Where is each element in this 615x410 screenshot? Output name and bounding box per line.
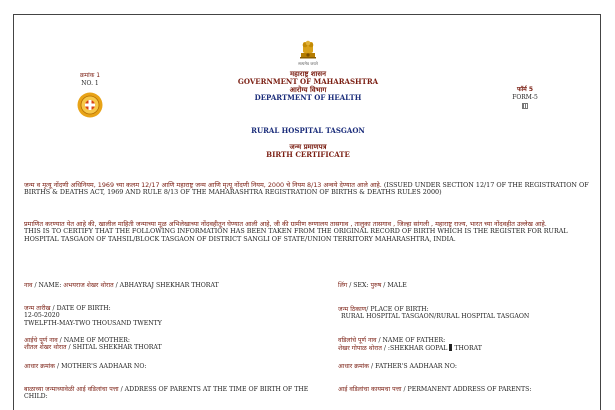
birth-address-field <box>24 386 324 401</box>
name-label: / NAME: <box>34 282 62 289</box>
issued-marathi: जन्म व मृत्यू नोंदणी अधिनियम, 1969 च्या कलम 12/17 आणि महाराष्ट्र जन्म आणि मृत्यू नोंदणी नियम, 2000 चे नियम 8/13 अन्वये देण्यात आले आहे. <box>24 181 382 189</box>
certify-statement <box>24 221 592 243</box>
dob-words: TWELFTH-MAY-TWO THOUSAND TWENTY <box>24 319 162 327</box>
national-emblem-icon <box>295 38 321 62</box>
father-label: / NAME OF FATHER: <box>378 337 446 344</box>
cert-title-marathi: जन्म प्रमाणपत्र <box>289 143 327 151</box>
gov-marathi: महाराष्ट्र शासन <box>289 70 327 78</box>
father-aadhaar-label: / FATHER'S AADHAAR NO: <box>371 363 457 370</box>
pob-label: / PLACE OF BIRTH: <box>366 306 429 313</box>
hospital-name: RURAL HOSPITAL TASGAON <box>251 126 365 135</box>
form-english: FORM-5 <box>512 94 538 101</box>
mother-label: / NAME OF MOTHER: <box>59 337 130 344</box>
address-perm-label-marathi: आई वडिलांचा कायमचा पत्ता <box>338 386 402 393</box>
emblem-caption: सत्यमेव जयते <box>298 61 318 66</box>
dept-english: DEPARTMENT OF HEALTH <box>254 93 362 102</box>
government-header <box>200 70 416 102</box>
mother-label-marathi: आईचे पूर्ण नाव <box>24 337 58 344</box>
qr-code-icon <box>522 103 528 109</box>
cert-title-english: BIRTH CERTIFICATE <box>266 150 350 159</box>
serial-number-marathi: क्रमांक 1 <box>79 72 101 79</box>
issued-english: (ISSUED UNDER SECTION 12/17 OF THE REGISTRATION OF BIRTHS & DEATHS ACT, 1969 AND RULE 8/13 OF THE MAHARASHTRA REGISTRATION OF BIRTHS & DEATHS RULES 2000) <box>24 181 589 197</box>
sex-label-marathi: लिंग <box>338 282 348 289</box>
name-label-marathi: नाव <box>24 282 33 289</box>
health-seal-icon <box>77 92 103 118</box>
address-birth-label: / ADDRESS OF PARENTS AT THE TIME OF BIRTH OF THE CHILD: <box>24 386 309 401</box>
pob-label-marathi: जन्म ठिकाण <box>338 306 367 313</box>
certify-marathi: प्रमाणित करण्यात येत आहे की, खालील माहिती जन्माच्या मूळ अभिलेखाच्या नोंदवहीतून घेण्यात आली आहे, जी की ग्रामीण रुग्णालय तासगाव , तालुका तासगाव , जिल्हा सांगली , महाराष्ट्र राज्य, भारत च्या नोंदवहीत उल्लेख आहे. <box>24 220 547 228</box>
mother-name-field <box>24 337 324 352</box>
mother-value-marathi: शीतल शेखर थोरात <box>24 344 67 352</box>
sex-label: / SEX: <box>349 282 369 289</box>
father-label-marathi: वडिलांचे पूर्ण नाव <box>338 337 377 344</box>
father-aadhaar-field <box>338 363 593 370</box>
sex-value: / MALE <box>383 282 407 289</box>
pob-value: RURAL HOSPITAL TASGAON/RURAL HOSPITAL TASGAON <box>341 313 530 321</box>
address-birth-label-marathi: बाळाच्या जन्माच्यावेळी आई वडिलांचा पत्ता <box>24 386 119 393</box>
father-value: / :SHEKHAR GOPAL <box>383 345 448 353</box>
sex-value-marathi: पुरुष <box>370 282 382 289</box>
form-marathi: फॉर्म 5 <box>516 86 534 93</box>
dob-label-marathi: जन्म तारीख <box>24 305 51 312</box>
permanent-address-field <box>338 386 593 393</box>
certify-english: THIS IS TO CERTIFY THAT THE FOLLOWING INFORMATION HAS BEEN TAKEN FROM THE ORIGINAL RECORD OF BIRTH WHICH IS THE REGISTER FOR RURAL HOSPITAL TASGAON OF TAHSIL/BLOCK TASGAON OF DISTRICT SANGLI OF STATE/UNION TERRITORY MAHARASHTRA, INDIA. <box>24 227 568 243</box>
gov-english: GOVERNMENT OF MAHARASHTRA <box>237 77 379 86</box>
name-value-marathi: अभयराज शेखर थोरात <box>63 282 114 289</box>
dept-marathi: आरोग्य विभाग <box>289 86 327 94</box>
issued-under-statement <box>24 182 592 197</box>
form-number <box>500 86 550 112</box>
serial-number <box>60 72 120 88</box>
mother-aadhaar-label-marathi: आधार क्रमांक <box>24 363 56 370</box>
serial-number-english: NO. 1 <box>81 80 99 87</box>
mother-aadhaar-label: / MOTHER'S AADHAAR NO: <box>57 363 147 370</box>
mother-value: / SHITAL SHEKHAR THORAT <box>68 344 162 352</box>
dob-value: 12-05-2020 <box>24 312 60 320</box>
dob-label: / DATE OF BIRTH: <box>52 305 111 312</box>
redaction-mark <box>449 344 452 351</box>
date-of-birth-field <box>24 305 324 327</box>
father-value-marathi: शेखर गोपाळ थोरात <box>338 345 382 353</box>
father-value-end: THORAT <box>454 345 482 353</box>
certificate-title <box>200 143 416 159</box>
mother-aadhaar-field <box>24 363 324 370</box>
father-aadhaar-label-marathi: आधार क्रमांक <box>338 363 370 370</box>
father-name-field <box>338 337 593 353</box>
sex-field <box>338 282 588 289</box>
name-value: / ABHAYRAJ SHEKHAR THORAT <box>115 282 219 289</box>
place-of-birth-field <box>338 306 593 321</box>
address-perm-label: / PERMANENT ADDRESS OF PARENTS: <box>403 386 532 393</box>
child-name-field <box>24 282 324 289</box>
